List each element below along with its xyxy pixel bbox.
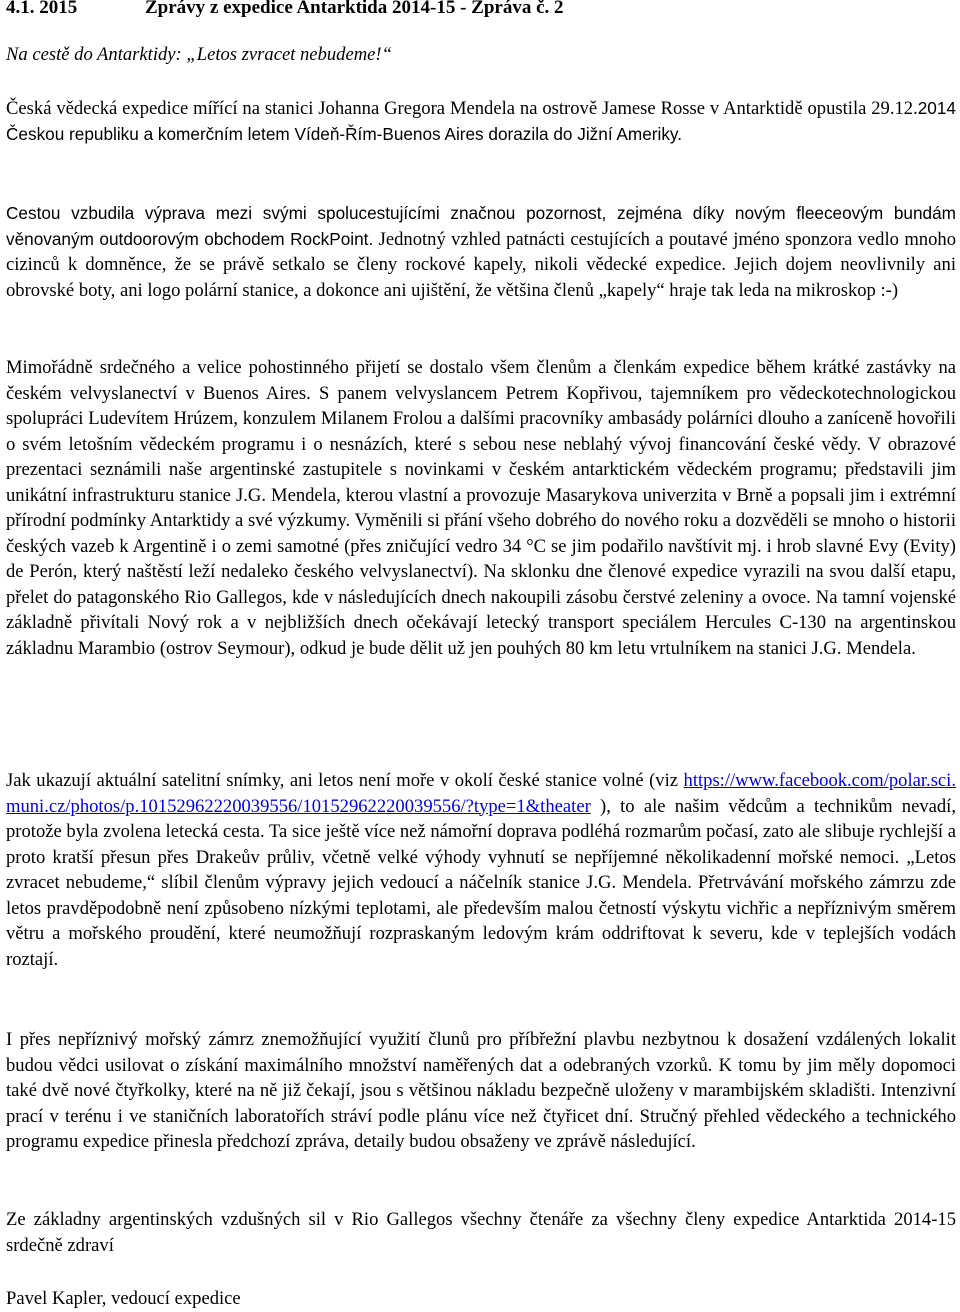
facebook-photo-link[interactable]: https://www.facebook.com/polar.sci.muni.cz/photos/p.10152962220039556/10152962220039556/?type=1&theater [6, 770, 956, 817]
paragraph-departure [6, 96, 956, 147]
paragraph-sea-ice-text-a: Jak ukazují aktuální satelitní snímky, ani letos není moře v okolí české stanice volné (viz [6, 770, 684, 791]
paragraph-greeting [6, 1207, 956, 1258]
paragraph-journey [6, 201, 956, 303]
paragraph-embassy [6, 355, 956, 661]
paragraph-research-plan [6, 1027, 956, 1155]
paragraph-journey-text-c: Jejich dojem neovlivnily ani obrovské boty, ani logo polární stanice, a dokonce ani ujištění, že většina členů „kapely“ hraje tak leda na mikroskop :-) [6, 254, 956, 301]
report-subtitle: Na cestě do Antarktidy: „Letos zvracet nebudeme!“ [6, 44, 392, 65]
paragraph-journey-text-a: Cestou vzbudila výprava mezi svými spolucestujícími značnou pozornost, zejména díky novým fleeceovým bundám věnovaným outdoorovým obchodem RockPoint. [6, 203, 956, 249]
paragraph-journey-text-b: Jednotný vzhled patnácti cestujících a poutavé jméno sponzora vedlo mnoho cizinců k domněnce, že se právě setkalo se členy rockové kapely, nikoli vědecké expedice. [6, 228, 956, 275]
signature: Pavel Kapler, vedoucí expedice [6, 1288, 241, 1309]
paragraph-research-plan-text: I přes nepříznivý mořský zámrz znemožňující využití člunů pro příbřežní plavbu nezbytnou k dosažení vzdálených lokalit budou vědci usilovat o získání maximálního množství naměřených dat a odebraných vzorků. K tomu by jim měly dopomoci také dvě nové čtyřkolky, které na ně již čekají, jsou s většinou nákladu bezpečně uloženy v marambijském skladišti. Intenzivní prací v terénu i ve staničních laboratořích stráví podle plánu více než čtyřicet dní. Stručný přehled vědeckého a technického programu expedice přinesla předchozí zpráva, detaily budou obsaženy ve zprávě následující. [6, 1029, 956, 1152]
paragraph-departure-text-a: Česká vědecká expedice mířící na stanici Johanna Gregora Mendela na ostrově Jamese Rosse v Antarktidě opustila 29.12. [6, 98, 918, 119]
report-heading [6, 0, 564, 21]
paragraph-greeting-text: Ze základny argentinských vzdušných sil v Rio Gallegos všechny čtenáře za všechny členy expedice Antarktida 2014-15 srdečně zdraví [6, 1209, 956, 1256]
paragraph-embassy-text: Mimořádně srdečného a velice pohostinného přijetí se dostalo všem členům a členkám expedice během krátké zastávky na českém velvyslanectví v Buenos Aires. S panem velvyslancem Petrem Kopřivou, tajemníkem pro vědeckotechnologickou spolupráci Ludevítem Hrúzem, konzulem Milanem Frolou a dalšími pracovníky ambasády polárníci dlouho a zaníceně hovořili o svém letošním vědeckém programu i o nesnázích, které s sebou nese neblahý vývoj financování české vědy. V obrazové prezentaci seznámili naše argentinské zastupitele s novinkami v českém antarktickém vědeckém programu; představili jim unikátní infrastrukturu stanice J.G. Mendela, kterou vlastní a provozuje Masarykova univerzita v Brně a popsali jim i extrémní přírodní podmínky Antarktidy a své výzkumy. Vyměnili si přání všeho dobrého do nového roku a dozvěděli se mnoho o historii českých vazeb k Argentině i o zemi samotné (přes zničující vedro 34 °C se jim podařilo navštívit mj. i hrob slavné Evy (Evity) de Perón, který naštěstí leží nedaleko českého velvyslanectví). Na sklonku dne členové expedice vyrazili na svou další etapu, přelet do patagonského Rio Gallegos, kde v následujících dnech nakoupili zásobu čerstvé zeleniny a ovoce. Na tamní vojenské základně přivítali Nový rok a v nejbližších dnech očekávají letecký transport speciálem Hercules C-130 na argentinskou základnu Marambio (ostrov Seymour), odkud je bude dělit už jen pouhých 80 km letu vrtulníkem na stanici J.G. Mendela. [6, 357, 956, 659]
paragraph-sea-ice [6, 768, 956, 972]
paragraph-sea-ice-text-b: ), to ale našim vědcům a technikům nevadí, protože byla zvolena letecká cesta. Ta sice ještě více než námořní doprava podléhá rozmarům počasí, zato ale slibuje rychlejší a proto kratší přesun přes Drakeův průliv, včetně velké výhody vyhnutí se nepříjemné několikadenní mořské nemoci. „Letos zvracet nebudeme,“ slíbil členům výpravy jejich vedoucí a náčelník stanice J.G. Mendela. Přetrvávání mořského zámrzu zde letos pravděpodobně není způsobeno nízkými teplotami, ale především malou četností výskytu vichřic a nepříznivým směrem větru a mořského proudění, které neumožňují rozpraskaným ledovým krám oddriftovat k severu, kde v teplejších vodách roztají. [6, 795, 956, 970]
report-date: 4.1. 2015 [6, 0, 78, 18]
report-title: Zprávy z expedice Antarktida 2014-15 - Zpráva č. 2 [145, 0, 564, 18]
paragraph-departure-text-b: 2014 Českou republiku a komerčním letem Vídeň-Řím-Buenos Aires dorazila do Jižní Ameriky. [6, 98, 956, 144]
